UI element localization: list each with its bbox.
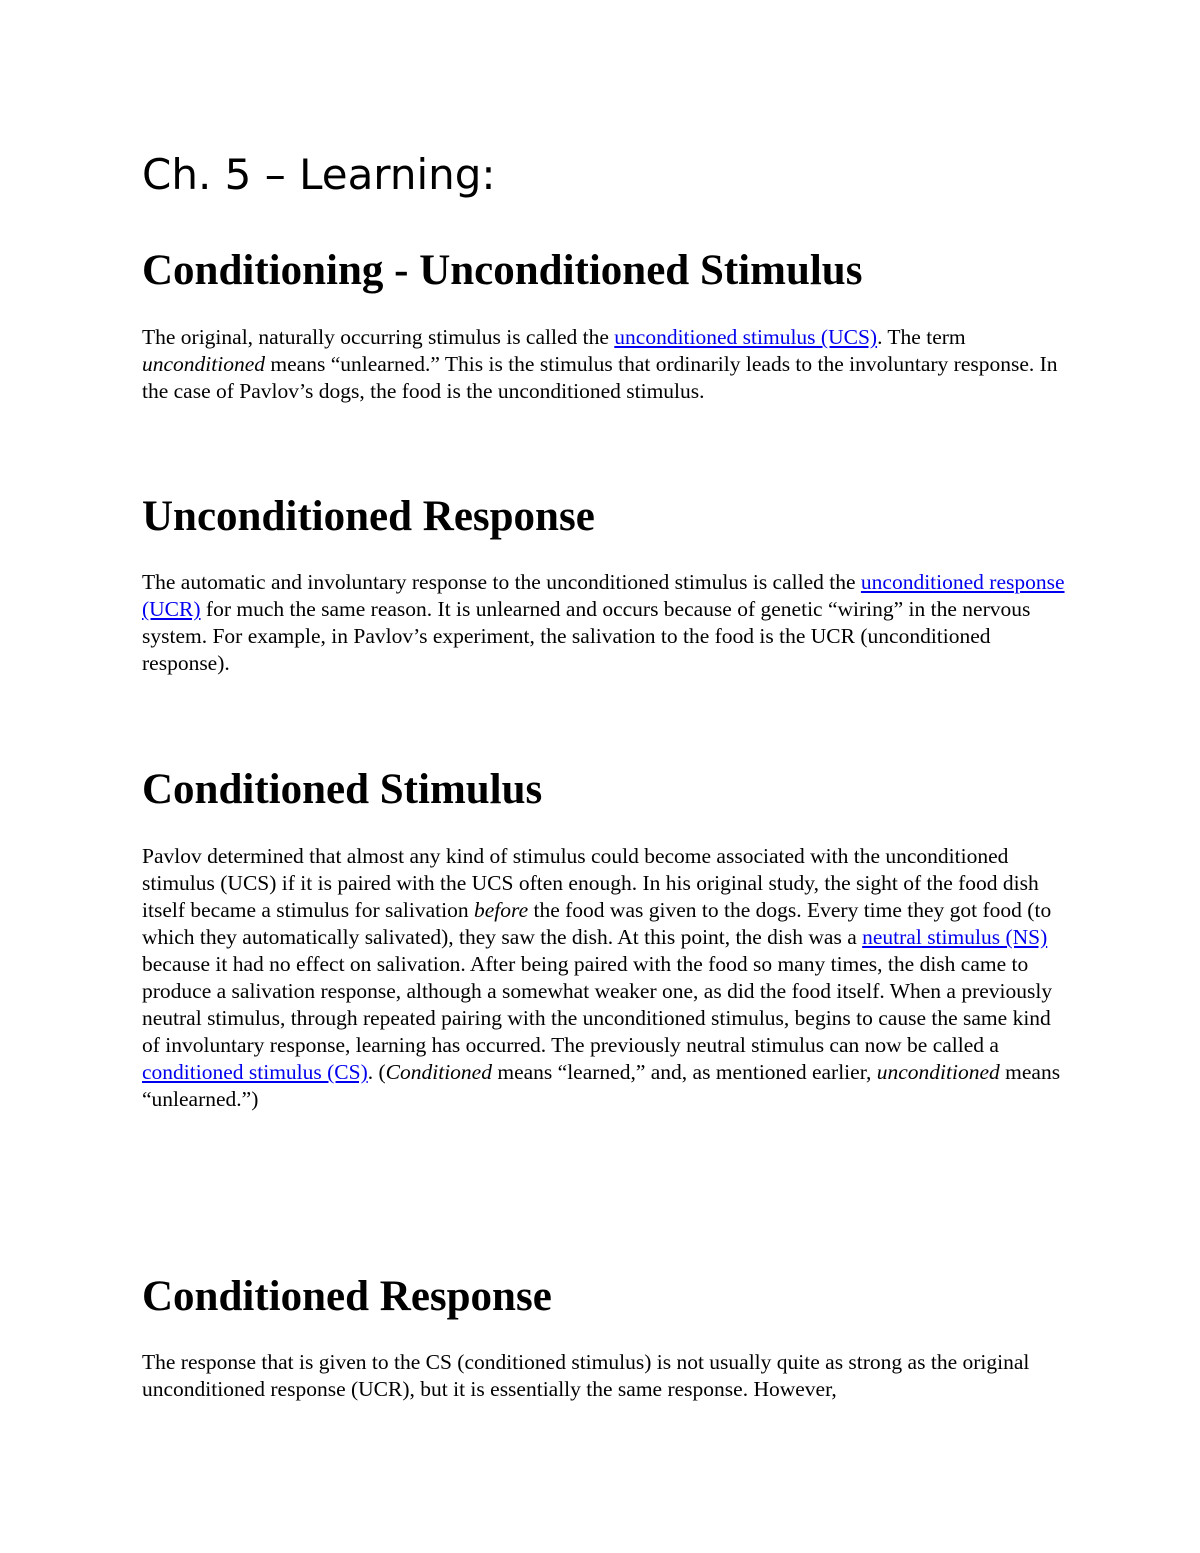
emphasis-unconditioned: unconditioned xyxy=(142,352,266,376)
heading-ucs: Conditioning - Unconditioned Stimulus xyxy=(142,247,863,294)
text-run: means “unlearned.”) xyxy=(142,1060,1061,1111)
text-run: The automatic and involuntary response to the unconditioned stimulus is called the xyxy=(142,570,861,594)
heading-ucr: Unconditioned Response xyxy=(142,493,595,540)
paragraph-ucs xyxy=(142,324,1072,405)
link-conditioned-stimulus[interactable]: conditioned stimulus (CS) xyxy=(142,1060,368,1084)
link-unconditioned-stimulus[interactable]: unconditioned stimulus (UCS) xyxy=(614,325,878,349)
link-unconditioned-response[interactable]: unconditioned response (UCR) xyxy=(142,570,1065,621)
text-run: Pavlov determined that almost any kind of stimulus could become associated with the unconditioned stimulus (UCS) if it is paired with the UCS often enough. In his original study, the sight of the food dish itself became a stimulus for salivation xyxy=(142,844,1039,922)
text-run: The original, naturally occurring stimulus is called the xyxy=(142,325,615,349)
text-run: for much the same reason. It is unlearned and occurs because of genetic “wiring” in the nervous system. For example, in Pavlov’s experiment, the salivation to the food is the UCR (unconditioned response). xyxy=(142,597,1031,675)
text-run: The response that is given to the CS (conditioned stimulus) is not usually quite as strong as the original unconditioned response (UCR), but it is essentially the same response. However, xyxy=(142,1350,1030,1401)
emphasis-before: before xyxy=(473,898,529,922)
paragraph-ucr xyxy=(142,569,1072,677)
heading-cr: Conditioned Response xyxy=(142,1273,552,1320)
paragraph-cs xyxy=(142,843,1072,1113)
emphasis-unconditioned: unconditioned xyxy=(876,1060,1000,1084)
text-run: . ( xyxy=(367,1060,386,1084)
text-run: . The term xyxy=(877,325,966,349)
text-run: because it had no effect on salivation. After being paired with the food so many times, the dish came to produce a salivation response, although a somewhat weaker one, as did the food itself. When a previously neutral stimulus, through repeated pairing with the unconditioned stimulus, begins to cause the same kind of involuntary response, learning has occurred. The previously neutral stimulus can now be called a xyxy=(142,952,1053,1057)
heading-cs: Conditioned Stimulus xyxy=(142,766,543,813)
text-run: means “learned,” and, as mentioned earlier, xyxy=(491,1060,877,1084)
link-neutral-stimulus[interactable]: neutral stimulus (NS) xyxy=(862,925,1048,949)
document-title: Ch. 5 – Learning: xyxy=(142,150,496,199)
text-run: means “unlearned.” This is the stimulus that ordinarily leads to the involuntary response. In the case of Pavlov’s dogs, the food is the unconditioned stimulus. xyxy=(142,352,1058,403)
emphasis-conditioned: Conditioned xyxy=(385,1060,492,1084)
paragraph-cr xyxy=(142,1349,1072,1403)
text-run: the food was given to the dogs. Every time they got food (to which they automatically salivated), they saw the dish. At this point, the dish was a xyxy=(142,898,1052,949)
